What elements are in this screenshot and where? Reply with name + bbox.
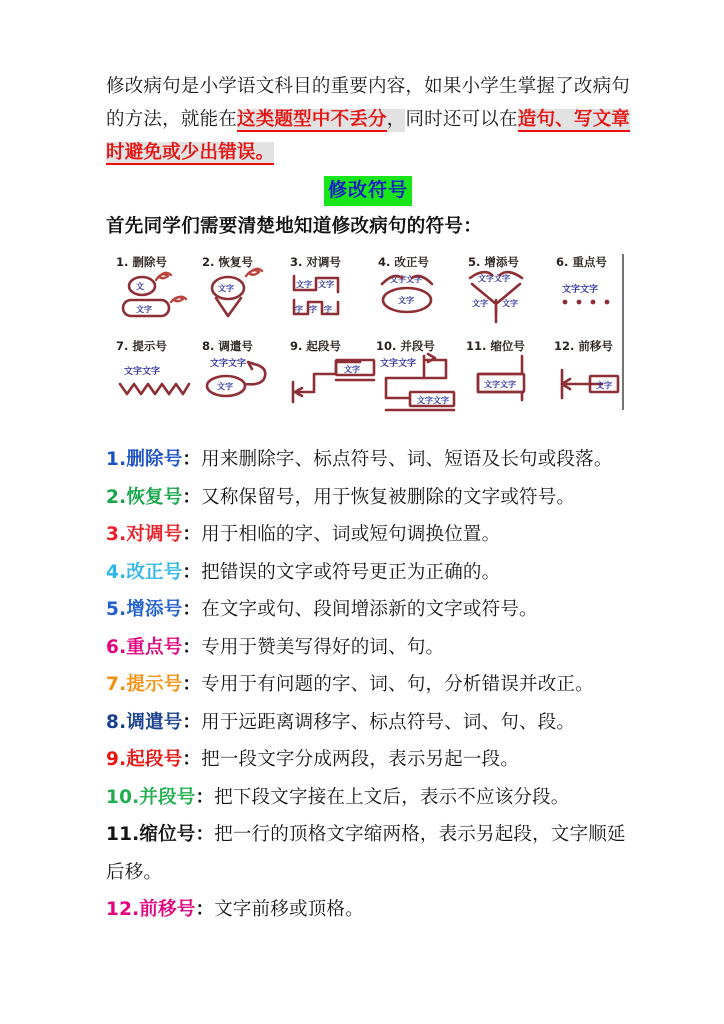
list-item-name: 并段号 bbox=[139, 786, 196, 808]
svg-text:文字文字: 文字文字 bbox=[210, 359, 247, 369]
list-item-description: 把一段文字分成两段，表示另起一段。 bbox=[201, 749, 520, 770]
section-title-row bbox=[106, 176, 630, 206]
svg-text:文字: 文字 bbox=[296, 280, 312, 289]
list-item-name: 对调号 bbox=[126, 524, 183, 545]
list-item-colon: ： bbox=[195, 899, 215, 920]
list-item-colon: ： bbox=[182, 674, 202, 695]
list-item-colon: ： bbox=[182, 636, 202, 658]
list-item-colon: ： bbox=[195, 824, 215, 845]
svg-text:4. 改正号: 4. 改正号 bbox=[378, 255, 429, 269]
list-item-description: 在文字或句、段间增添新的文字或符号。 bbox=[201, 599, 538, 620]
svg-text:文字文字: 文字文字 bbox=[478, 274, 510, 283]
list-item-name: 起段号 bbox=[126, 749, 183, 770]
subheading: 首先同学们需要清楚地知道修改病句的符号： bbox=[106, 216, 483, 237]
list-item-colon: ： bbox=[182, 561, 202, 583]
svg-text:文字文字: 文字文字 bbox=[417, 396, 449, 405]
svg-text:文字: 文字 bbox=[596, 381, 612, 390]
list-item-description: 文字前移或顶格。 bbox=[214, 899, 364, 920]
list-item bbox=[106, 666, 630, 704]
list-item-description: 把错误的文字或符号更正为正确的。 bbox=[201, 561, 501, 583]
list-item-description: 专用于赞美写得好的词、句。 bbox=[201, 636, 445, 658]
list-item-number: 8. bbox=[106, 711, 127, 733]
svg-text:文字: 文字 bbox=[217, 382, 233, 391]
svg-text:6. 重点号: 6. 重点号 bbox=[556, 255, 607, 269]
list-item-name: 增添号 bbox=[126, 599, 183, 620]
marks-illustration bbox=[110, 252, 630, 427]
list-item-number: 6. bbox=[106, 636, 127, 658]
list-item-colon: ： bbox=[182, 486, 202, 508]
list-item-description: 用于相临的字、词或短句调换位置。 bbox=[201, 524, 501, 545]
list-item-description: 把下段文字接在上文后，表示不应该分段。 bbox=[214, 786, 570, 808]
list-item-number: 1. bbox=[106, 449, 127, 470]
intro-segment-2: 同时还可以在 bbox=[405, 109, 518, 130]
intro-highlight-2: 造句、写文章时避免或少出错误。 bbox=[106, 109, 631, 163]
svg-text:文字文字: 文字文字 bbox=[390, 275, 422, 284]
list-item-colon: ： bbox=[195, 786, 215, 808]
svg-text:2. 恢复号: 2. 恢复号 bbox=[202, 255, 253, 269]
document-content bbox=[106, 70, 630, 929]
svg-text:文字: 文字 bbox=[472, 299, 488, 308]
list-item-colon: ： bbox=[182, 599, 202, 620]
list-item-number: 5. bbox=[106, 599, 127, 620]
list-item-colon: ： bbox=[182, 749, 202, 770]
intro-segment-1: 修改病句是小学语文科目的重要内容，如果小学生掌握了改病句的方法，就能在 bbox=[106, 76, 630, 130]
list-item-number: 2. bbox=[106, 486, 127, 508]
list-item-name: 缩位号 bbox=[139, 824, 196, 845]
list-item-description: 用来删除字、标点符号、词、短语及长句或段落。 bbox=[201, 449, 613, 470]
svg-text:文: 文 bbox=[136, 282, 144, 291]
list-item bbox=[106, 779, 630, 817]
list-item bbox=[106, 816, 630, 891]
svg-text:文字文字: 文字文字 bbox=[380, 359, 417, 369]
svg-text:文字: 文字 bbox=[136, 305, 152, 314]
list-item bbox=[106, 891, 630, 929]
list-item-colon: ： bbox=[182, 711, 202, 733]
list-item-number: 10. bbox=[106, 786, 140, 808]
list-item-name: 调遣号 bbox=[126, 711, 183, 733]
list-item bbox=[106, 554, 630, 592]
list-item bbox=[106, 741, 630, 779]
svg-text:10. 并段号: 10. 并段号 bbox=[376, 339, 435, 353]
svg-text:文字文字: 文字文字 bbox=[484, 380, 516, 389]
svg-text:文字: 文字 bbox=[502, 299, 518, 308]
list-item-number: 11. bbox=[106, 824, 140, 845]
svg-text:文字文字: 文字文字 bbox=[562, 285, 599, 295]
svg-text:文字文字: 文字文字 bbox=[124, 367, 161, 377]
list-item-number: 12. bbox=[106, 899, 140, 920]
svg-text:9. 起段号: 9. 起段号 bbox=[290, 339, 341, 353]
intro-highlight-1: 这类题型中不丢分 bbox=[237, 109, 387, 130]
svg-text:文字: 文字 bbox=[398, 296, 414, 305]
svg-text:字: 字 bbox=[295, 305, 303, 314]
svg-text:1. 删除号: 1. 删除号 bbox=[116, 255, 167, 269]
list-item-name: 改正号 bbox=[126, 561, 183, 583]
svg-text:字: 字 bbox=[324, 305, 332, 314]
list-item-colon: ： bbox=[182, 449, 202, 470]
list-item-description: 把一行的顶格文字缩两格，表示另起段，文字顺延后移。 bbox=[106, 824, 626, 883]
list-item-name: 恢复号 bbox=[126, 486, 183, 508]
svg-text:文字: 文字 bbox=[318, 280, 334, 289]
svg-text:12. 前移号: 12. 前移号 bbox=[554, 339, 613, 353]
proofreading-marks-diagram bbox=[110, 252, 630, 427]
svg-text:7. 提示号: 7. 提示号 bbox=[116, 339, 167, 353]
list-item bbox=[106, 591, 630, 629]
list-item bbox=[106, 704, 630, 742]
svg-text:文字: 文字 bbox=[218, 284, 234, 293]
list-item bbox=[106, 479, 630, 517]
list-item bbox=[106, 441, 630, 479]
list-item-name: 提示号 bbox=[126, 674, 183, 695]
list-item-description: 专用于有问题的字、词、句，分析错误并改正。 bbox=[201, 674, 594, 695]
list-item-description: 用于远距离调移字、标点符号、词、句、段。 bbox=[201, 711, 576, 733]
svg-text:文字: 文字 bbox=[344, 365, 360, 374]
list-item-number: 4. bbox=[106, 561, 127, 583]
page-title: 修改符号 bbox=[324, 176, 412, 206]
list-item bbox=[106, 629, 630, 667]
list-item bbox=[106, 516, 630, 554]
svg-text:字: 字 bbox=[309, 305, 317, 314]
intro-comma: ， bbox=[386, 109, 406, 130]
list-item-description: 又称保留号，用于恢复被删除的文字或符号。 bbox=[201, 486, 576, 508]
marks-explanation-list bbox=[106, 441, 630, 929]
svg-text:5. 增添号: 5. 增添号 bbox=[468, 255, 519, 269]
svg-text:11. 缩位号: 11. 缩位号 bbox=[466, 339, 525, 353]
svg-text:8. 调遣号: 8. 调遣号 bbox=[202, 339, 253, 353]
svg-text:3. 对调号: 3. 对调号 bbox=[290, 255, 341, 269]
list-item-number: 7. bbox=[106, 674, 127, 695]
intro-paragraph bbox=[106, 70, 630, 169]
list-item-name: 重点号 bbox=[126, 636, 183, 658]
list-item-name: 删除号 bbox=[126, 449, 183, 470]
list-item-colon: ： bbox=[182, 524, 202, 545]
list-item-name: 前移号 bbox=[139, 899, 196, 920]
list-item-number: 3. bbox=[106, 524, 127, 545]
list-item-number: 9. bbox=[106, 749, 127, 770]
